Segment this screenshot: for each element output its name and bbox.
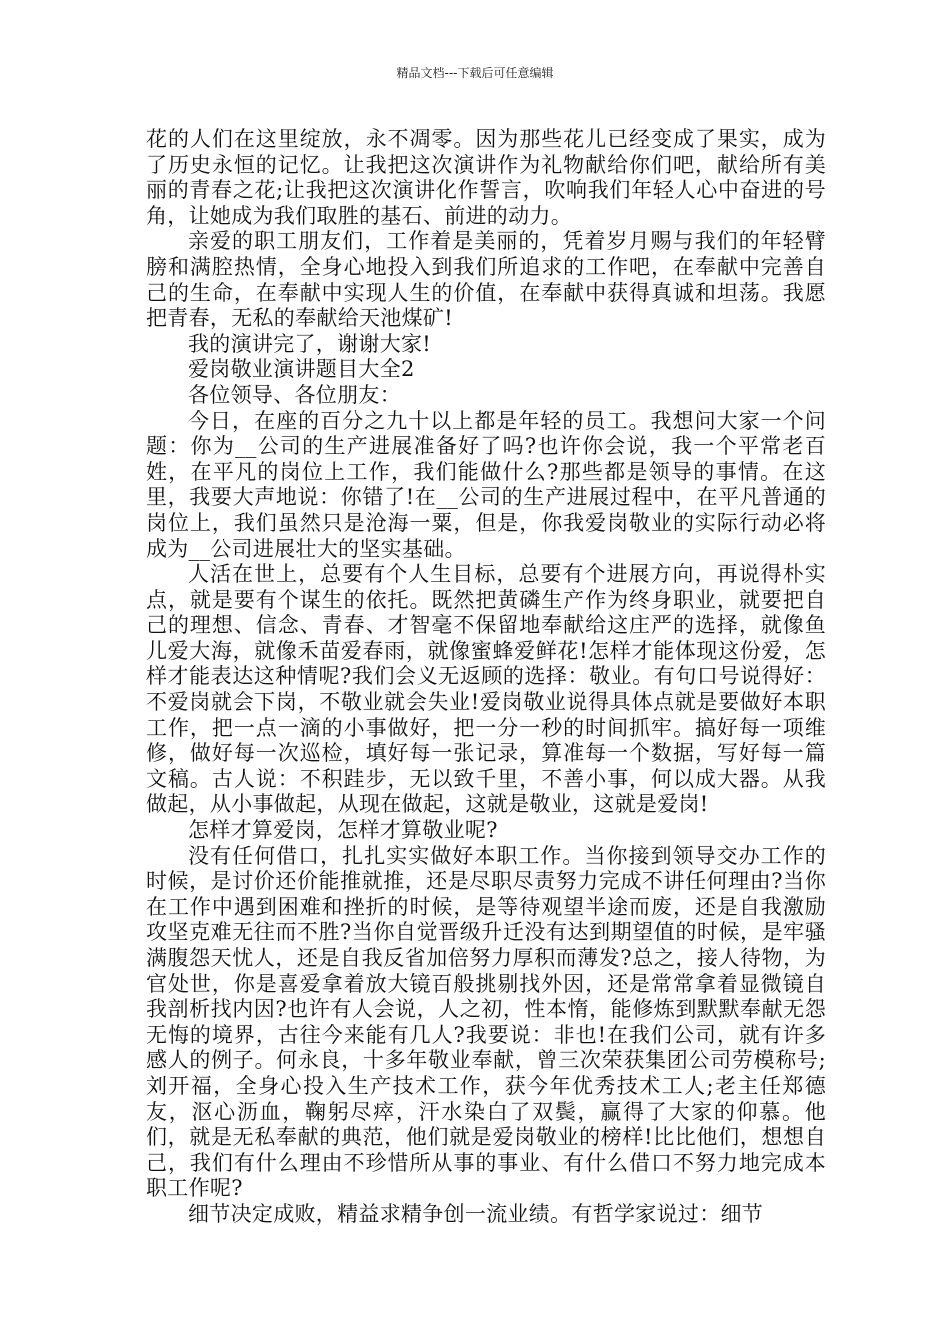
paragraph-8: 怎样才算爱岗，怎样才算敬业呢?	[188, 818, 498, 843]
paragraph-10: 细节决定成败，精益求精争创一流业绩。有哲学家说过：细节	[188, 1201, 764, 1226]
paragraph-2: 亲爱的职工朋友们，工作着是美丽的，凭着岁月赐与我们的年轻臂膀和满腔热情，全身心地投入到我们所追求的工作吧，在奉献中完善自己的生命，在奉献中实现人生的价值，在奉献中获得真诚和坦荡。我愿把青春，无私的奉献给天池煤矿!	[146, 229, 826, 331]
paragraph-3: 我的演讲完了，谢谢大家!	[188, 331, 432, 356]
section-title: 爱岗敬业演讲题目大全2	[188, 357, 415, 382]
page-header: 精品文档---下载后可任意编辑	[396, 66, 554, 80]
paragraph-1: 花的人们在这里绽放，永不凋零。因为那些花儿已经变成了果实，成为了历史永恒的记忆。让我把这次演讲作为礼物献给你们吧，献给所有美丽的青春之花;让我把这次演讲化作誓言，吹响我们年轻人心中奋进的号角，让她成为我们取胜的基石、前进的动力。	[146, 127, 826, 228]
document-body	[146, 127, 826, 1228]
paragraph-9: 没有任何借口，扎扎实实做好本职工作。当你接到领导交办工作的时候，是讨价还价能推就推，还是尽职尽责努力完成不讲任何理由?当你在工作中遇到困难和挫折的时候，是等待观望半途而废，还是自我激励攻坚克难无往而不胜?当你自觉晋级升迁没有达到期望值的时候，是牢骚满腹怨天忧人，还是自我反省加倍努力厚积而薄发?总之，接人待物，为官处世，你是喜爱拿着放大镜百般挑剔找外因，还是常常拿着显微镜自我剖析找内因?也许有人会说，人之初，性本惰，能修炼到默默奉献无怨无悔的境界，古往今来能有几人?我要说：非也!在我们公司，就有许多感人的例子。何永良，十多年敬业奉献，曾三次荣获集团公司劳模称号;刘开福，全身心投入生产技术工作，获今年优秀技术工人;老主任郑德友，沤心沥血，鞠躬尽瘁，汗水染白了双鬓，赢得了大家的仰慕。他们，就是无私奉献的典范，他们就是爱岗敬业的榜样!比比他们，想想自己，我们有什么理由不珍惜所从事的事业、有什么借口不努力地完成本职工作呢?	[146, 843, 826, 1201]
salutation: 各位领导、各位朋友：	[188, 382, 401, 407]
paragraph-6: 今日，在座的百分之九十以上都是年轻的员工。我想问大家一个问题：你为__公司的生产进展准备好了吗?也许你会说，我一个平常老百姓，在平凡的岗位上工作，我们能做什么?那些都是领导的事情。在这里，我要大声地说：你错了!在__公司的生产进展过程中，在平凡普通的岗位上，我们虽然只是沧海一粟，但是，你我爱岗敬业的实际行动必将成为__公司进展壮大的坚实基础。	[146, 408, 826, 561]
paragraph-7: 人活在世上，总要有个人生目标，总要有个进展方向，再说得朴实点，就是要有个谋生的依托。既然把黄磷生产作为终身职业，就要把自己的理想、信念、青春、才智毫不保留地奉献给这庄严的选择，就像鱼儿爱大海，就像禾苗爱春雨，就像蜜蜂爱鲜花!怎样才能体现这份爱，怎样才能表达这种情呢?我们会义无返顾的选择：敬业。有句口号说得好：不爱岗就会下岗，不敬业就会失业!爱岗敬业说得具体点就是要做好本职工作，把一点一滴的小事做好，把一分一秒的时间抓牢。搞好每一项维修，做好每一次巡检，填好每一张记录，算准每一个数据，写好每一篇文稿。古人说：不积跬步，无以致千里，不善小事，何以成大器。从我做起，从小事做起，从现在做起，这就是敬业，这就是爱岗!	[146, 562, 826, 817]
